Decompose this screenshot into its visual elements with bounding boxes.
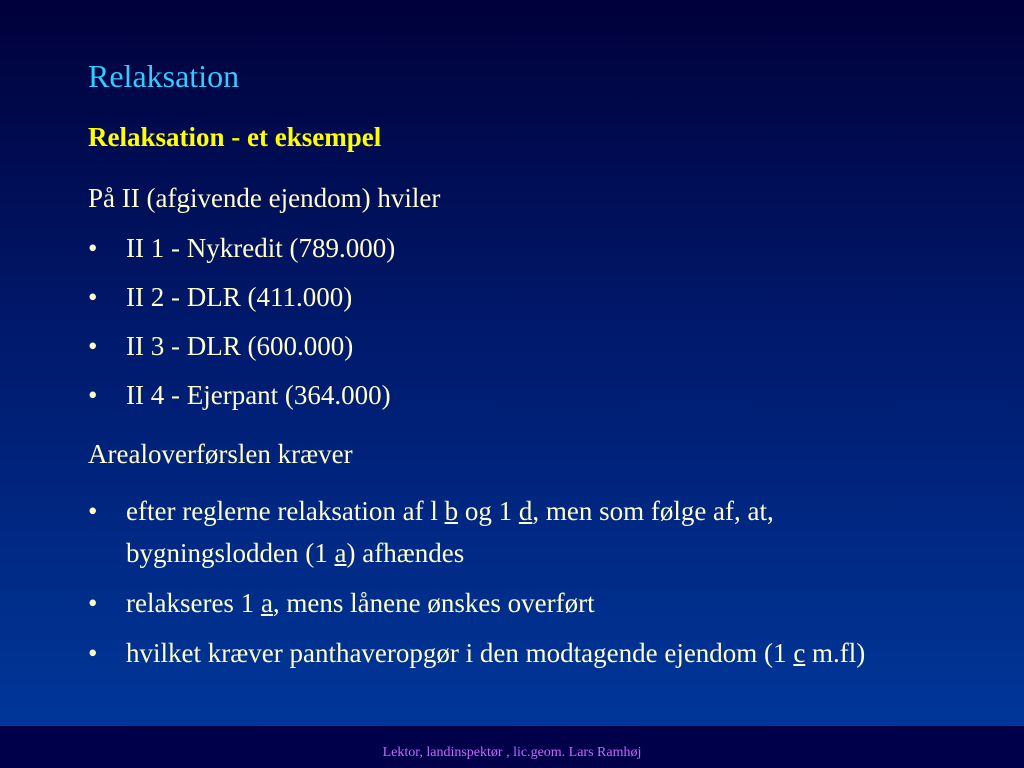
underlined-letter: a xyxy=(260,588,273,618)
bullet-icon: • xyxy=(88,496,98,526)
footer-text: Lektor, landinspektør , lic.geom. Lars Ramhøj xyxy=(382,745,642,760)
underlined-letter: a xyxy=(334,538,347,568)
slide-title: Relaksation xyxy=(88,58,240,94)
bullet-icon: • xyxy=(88,282,98,312)
list-item-text: II 4 - Ejerpant (364.000) xyxy=(126,380,391,410)
bullet-icon: • xyxy=(88,380,98,410)
list-item-text: II 3 - DLR (600.000) xyxy=(126,331,354,361)
section1-intro: På II (afgivende ejendom) hviler xyxy=(88,183,441,213)
mortgage-list xyxy=(88,227,948,423)
bullet-icon: • xyxy=(88,233,98,263)
list-item xyxy=(88,632,948,674)
slide-subtitle: Relaksation - et eksempel xyxy=(88,122,382,152)
underlined-letter: b xyxy=(444,496,459,526)
bullet-icon: • xyxy=(88,588,98,618)
section2-intro: Arealoverførslen kræver xyxy=(88,439,353,469)
underlined-letter: c xyxy=(793,638,806,668)
list-item xyxy=(88,374,948,423)
underlined-letter: d xyxy=(518,496,533,526)
list-item xyxy=(88,582,948,624)
list-item xyxy=(88,490,948,574)
list-item xyxy=(88,325,948,374)
requirements-list xyxy=(88,490,948,682)
list-item xyxy=(88,276,948,325)
list-item-text: relakseres 1 a, mens lånene ønskes overført xyxy=(126,588,595,618)
list-item-text: hvilket kræver panthaveropgør i den modtagende ejendom (1 c m.fl) xyxy=(126,638,866,668)
bullet-icon: • xyxy=(88,331,98,361)
list-item-text: efter reglerne relaksation af l b og 1 d, men som følge af, at, bygningslodden (1 a) afhændes xyxy=(126,496,774,568)
list-item-text: II 2 - DLR (411.000) xyxy=(126,282,353,312)
list-item-text: II 1 - Nykredit (789.000) xyxy=(126,233,396,263)
list-item xyxy=(88,227,948,276)
bullet-icon: • xyxy=(88,638,98,668)
